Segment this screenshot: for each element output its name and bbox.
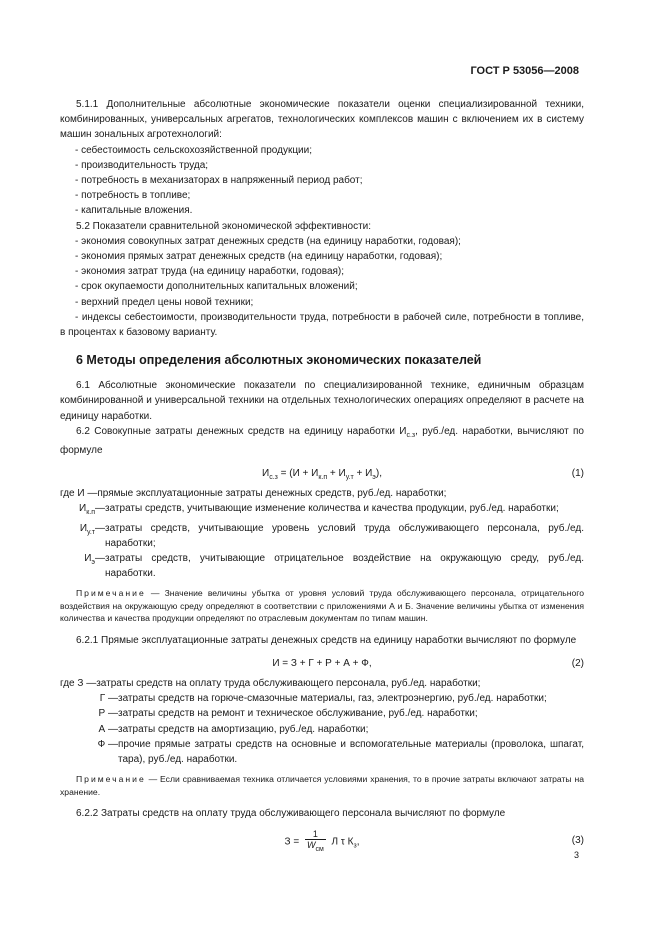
formula-symbol: + И (327, 468, 346, 480)
list-item: - себестоимость сельскохозяйственной продукции; (75, 144, 313, 156)
definition-text: затраты средств на ремонт и техническое обслуживание, руб./ед. наработки; (118, 708, 478, 720)
list-item: - потребность в топливе; (75, 190, 191, 202)
formula-symbol: , (356, 836, 360, 848)
paragraph-text: 6.2 Совокупные затраты денежных средств на единицу наработки И (76, 425, 407, 437)
list-item: - верхний предел цены новой техники; (75, 296, 254, 308)
symbol: И (79, 503, 87, 515)
formula-1-number: (1) (571, 468, 584, 480)
definition-row (60, 722, 584, 737)
paragraph-6-2 (60, 424, 584, 458)
formula-2-expression: И = З + Г + Р + А + Ф, (272, 657, 372, 669)
definition-text: затраты средств на оплату труда обслуживающего персонала, руб./ед. наработки; (96, 677, 481, 689)
subscript: с.з (269, 474, 278, 482)
paragraph-6-2-1: 6.2.1 Прямые эксплуатационные затраты денежных средств на единицу наработки вычисляют по формуле (76, 634, 577, 646)
note-text: — Если сравниваемая техника отличается условиями хранения, то в прочие затраты включают затраты на хранение. (60, 774, 584, 797)
definition-symbol: Ф — (97, 738, 118, 750)
definition-row (60, 706, 584, 721)
definition-row (60, 501, 584, 520)
paragraph-5-1-1: 5.1.1 Дополнительные абсолютные экономические показатели оценки специализированной техники, комбинированных, универсальных агрегатов, технологических комплексов машин с включением их в систему машин зональных агротехнологий: (60, 99, 584, 141)
subscript: у.т (87, 528, 95, 536)
subscript: у.т (345, 474, 354, 482)
definition-row (60, 676, 584, 691)
list-item: - производительность труда; (75, 159, 209, 171)
formula-symbol: И (262, 468, 270, 480)
definition-symbol: Г — (99, 693, 118, 705)
list-item: - капитальные вложения. (75, 205, 193, 217)
formula-symbol: З = (284, 836, 302, 848)
note-1 (60, 587, 584, 624)
standard-header: ГОСТ Р 53056—2008 (470, 65, 579, 77)
formula-3-expression (60, 829, 584, 855)
page-number: 3 (573, 850, 579, 860)
definition-symbol: где И — (60, 488, 98, 500)
definition-symbol (60, 501, 95, 520)
definition-dash: — (95, 553, 105, 565)
list-item: - экономия затрат труда (на единицу наработки, годовая); (75, 266, 345, 278)
formula-3 (60, 827, 584, 855)
symbol: И (84, 553, 92, 565)
definition-text: прочие прямые затраты средств на основные и вспомогательные материалы (проволока, шпагат, тара), руб./ед. наработки. (118, 738, 584, 765)
definition-text: затраты средств на амортизацию, руб./ед. наработки; (118, 723, 369, 735)
definition-text: прямые эксплуатационные затраты денежных средств, руб./ед. наработки; (97, 488, 447, 500)
list-item: - индексы себестоимости, производительности труда, потребности в рабочей силе, потребности в топливе, в процентах к базовому варианту. (60, 311, 584, 339)
paragraph-5-2: 5.2 Показатели сравнительной экономической эффективности: (76, 220, 372, 232)
definition-symbol: Р — (98, 708, 118, 720)
definition-row (60, 691, 584, 706)
formula-1 (60, 464, 584, 482)
fraction-numerator: 1 (305, 829, 326, 840)
definition-symbol: где З — (60, 677, 97, 689)
formula-symbol: = (И + И (277, 468, 319, 480)
list-item: - экономия прямых затрат денежных средств (на единицу наработки, годовая); (75, 251, 443, 263)
symbol: W (306, 840, 316, 851)
definition-symbol: А — (98, 723, 118, 735)
paragraph-text: , руб./ед. наработки, вычисляют по формуле (60, 425, 584, 457)
subscript: з (353, 842, 357, 850)
list-item: - срок окупаемости дополнительных капитальных вложений; (75, 281, 358, 293)
note-label: Примечание (76, 774, 146, 785)
formula-2 (60, 654, 584, 672)
formula-3-number: (3) (571, 835, 584, 847)
definition-row (60, 521, 584, 551)
paragraph-6-2-2: 6.2.2 Затраты средств на оплату труда обслуживающего персонала вычисляют по формуле (76, 807, 506, 819)
fraction (305, 829, 326, 855)
definition-symbol (60, 521, 95, 551)
symbol: И (79, 522, 88, 534)
fraction-denominator (305, 840, 326, 855)
definition-row (60, 486, 584, 501)
list-item: - потребность в механизаторах в напряженный период работ; (75, 175, 363, 187)
definition-text: затраты средств, учитывающие изменение количества и качества продукции, руб./ед. наработки; (105, 503, 559, 515)
definition-text: затраты средств на горюче-смазочные материалы, газ, электроэнергию, руб./ед. наработки; (118, 693, 547, 705)
note-2 (60, 773, 584, 798)
definition-text: затраты средств, учитывающие отрицательное воздействие на окружающую среду, руб./ед. наработки. (105, 553, 584, 580)
subscript: к.п (318, 474, 328, 482)
subscript: см (315, 845, 324, 853)
definition-text: затраты средств, учитывающие уровень условий труда обслуживающего персонала, руб./ед. наработки; (105, 522, 584, 549)
formula-2-number: (2) (571, 657, 584, 669)
definition-dash: — (95, 503, 105, 515)
section-6-heading: 6 Методы определения абсолютных экономических показателей (76, 353, 482, 368)
subscript: к.п (86, 509, 95, 517)
formula-1-expression (60, 466, 584, 485)
definition-row (60, 737, 584, 767)
formula-symbol: Л τ К (328, 836, 354, 848)
definition-dash: — (95, 522, 105, 534)
subscript: с.з (406, 431, 416, 439)
note-label: Примечание (76, 588, 146, 599)
definition-symbol (60, 551, 95, 581)
formula-symbol: ), (375, 468, 382, 480)
definition-row (60, 551, 584, 581)
document-body (60, 97, 584, 855)
subscript: э (372, 474, 376, 482)
subscript: э (91, 559, 95, 567)
note-text: — Значение величины убытка от уровня условий труда обслуживающего персонала, отрицательного воздействия на окружающую среду определяют в соответствии с приложениями А и Б. Значение величины убытка от изменения количества и качества продукции определяют по отраслевым документам по типам машин. (60, 588, 584, 624)
list-item: - экономия совокупных затрат денежных средств (на единицу наработки, годовая); (75, 235, 461, 247)
formula-symbol: + И (353, 468, 373, 480)
paragraph-6-1: 6.1 Абсолютные экономические показатели по специализированной технике, единичным образцам комбинированной и универсальной техники на отдельных технологических операциях определяют в расчете на единицу наработки. (60, 380, 584, 422)
